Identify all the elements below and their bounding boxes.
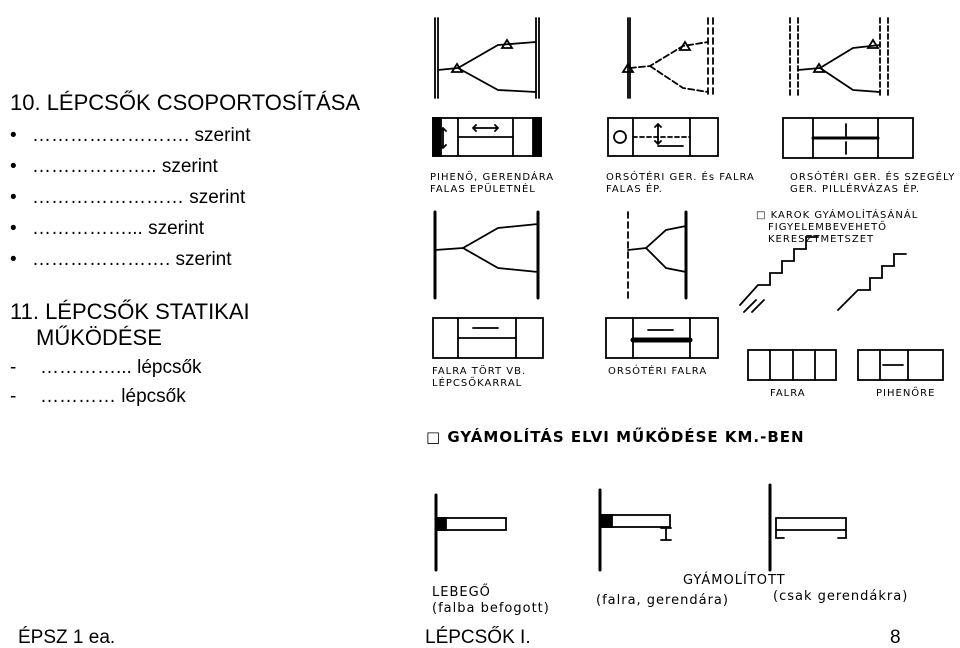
sketch-label: ORSÓTÉRI GER. És FALRA <box>606 172 755 183</box>
section-title-statics: 11. LÉPCSŐK STATIKAI MŰKÖDÉSE <box>10 299 250 350</box>
statics-list <box>10 353 430 411</box>
list-item: • ……………….. szerint <box>10 151 430 182</box>
sketch-label: (csak gerendákra) <box>773 589 909 604</box>
bullet-icon: • <box>10 218 17 239</box>
bullet-icon: • <box>10 187 17 208</box>
sketch-label: LÉPCSŐKARRAL <box>432 378 523 389</box>
sketch-label: FALAS ÉP. <box>606 184 663 195</box>
sketch-label: FALRA TÖRT VB. <box>432 366 527 377</box>
footer-title: LÉPCSŐK I. <box>425 627 531 648</box>
sketch-label: LEBEGŐ <box>432 585 491 600</box>
sketch-note: KERESZTMETSZET <box>768 234 875 245</box>
grouping-list <box>10 120 430 275</box>
sketch-label: ORSÓTÉRI GER. ÉS SZEGÉLY <box>790 172 956 183</box>
stair-sketch-drawing <box>418 0 960 620</box>
sketch-label: GER. PILLÉRVÁZAS ÉP. <box>790 184 921 195</box>
bullet-icon: • <box>10 156 17 177</box>
bullet-icon: • <box>10 249 17 270</box>
sketch-label: PIHENŐ, GERENDÁRA <box>430 172 555 183</box>
page-number: 8 <box>890 627 901 648</box>
sketch-heading: □ GYÁMOLÍTÁS ELVI MŰKÖDÉSE KM.-BEN <box>426 428 805 446</box>
sketch-label: (falra, gerendára) <box>596 593 729 608</box>
footer-course: ÉPSZ 1 ea. <box>18 627 116 648</box>
slide-text <box>10 90 430 411</box>
list-item: • ……………... szerint <box>10 213 430 244</box>
sketch-label: PIHENŐRE <box>876 388 936 399</box>
list-item: • ……………………. szerint <box>10 120 430 151</box>
sketch-label: GYÁMOLÍTOTT <box>683 573 786 588</box>
bullet-icon: • <box>10 125 17 146</box>
sketch-label: ORSÓTÉRI FALRA <box>608 366 708 377</box>
sketch-label: FALRA <box>770 388 806 399</box>
section-title-grouping: 10. LÉPCSŐK CSOPORTOSÍTÁSA <box>10 90 361 115</box>
list-item: - …………... lépcsők <box>10 357 202 378</box>
sketch-label: (falba befogott) <box>432 601 550 616</box>
sketch-note: FIGYELEMBEVEHETŐ <box>768 222 888 233</box>
list-item: • …………………. szerint <box>10 244 430 275</box>
sketch-note: □ KAROK GYÁMOLÍTÁSÁNÁL <box>756 210 919 221</box>
list-item: • …………………… szerint <box>10 182 430 213</box>
sketch-label: FALAS EPÜLETNÉL <box>430 184 536 195</box>
list-item: - ………… lépcsők <box>10 386 186 407</box>
